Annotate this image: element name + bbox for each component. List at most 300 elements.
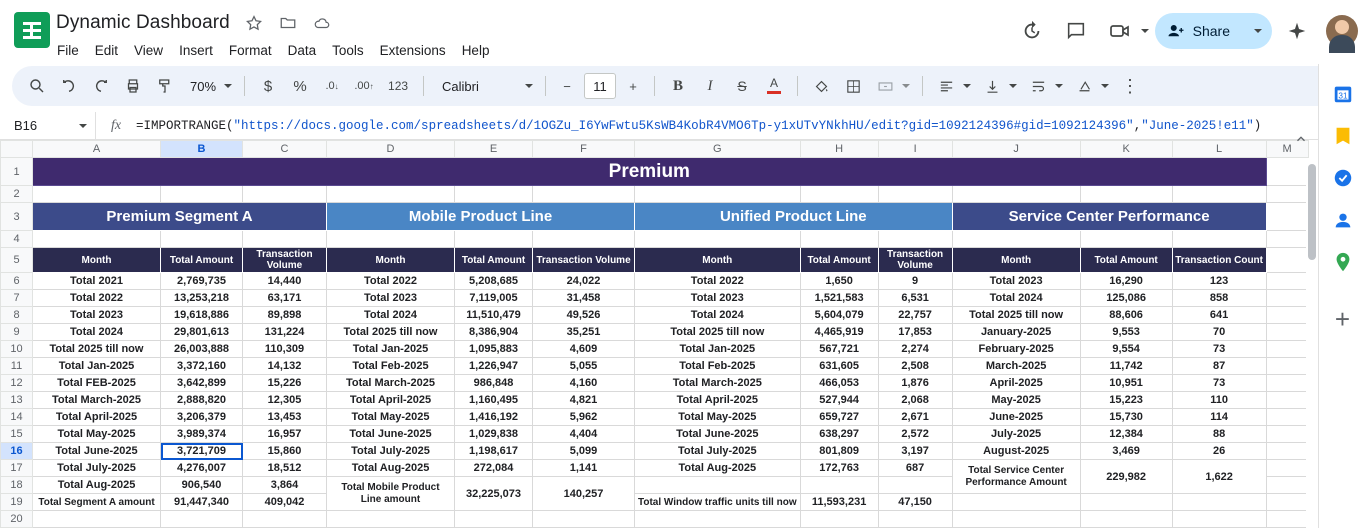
- row-header-17[interactable]: 17: [1, 460, 33, 477]
- cell-m6[interactable]: [1266, 273, 1308, 290]
- cell-b11[interactable]: 3,372,160: [161, 358, 243, 375]
- keep-notes-icon[interactable]: [1329, 122, 1357, 150]
- more-formats-button[interactable]: 123: [388, 79, 409, 93]
- cell-i4[interactable]: [878, 231, 952, 248]
- menu-help[interactable]: Help: [461, 43, 490, 58]
- cell-f4[interactable]: [533, 231, 635, 248]
- merge-cells-icon[interactable]: [870, 71, 900, 101]
- row-header-18[interactable]: 18: [1, 477, 33, 494]
- menu-edit[interactable]: Edit: [94, 43, 119, 58]
- scrollbar-thumb[interactable]: [1308, 164, 1316, 260]
- cell-j17-total-service[interactable]: Total Service Center Performance Amount: [952, 460, 1080, 494]
- cell-i12[interactable]: 1,876: [878, 375, 952, 392]
- cell-j8[interactable]: Total 2025 till now: [952, 307, 1080, 324]
- cell-m3[interactable]: [1266, 203, 1308, 231]
- cell-l16[interactable]: 26: [1172, 443, 1266, 460]
- cell-b7[interactable]: 13,253,218: [161, 290, 243, 307]
- cell-g9[interactable]: Total 2025 till now: [635, 324, 801, 341]
- cell-g13[interactable]: Total April-2025: [635, 392, 801, 409]
- cell-f15[interactable]: 4,404: [533, 426, 635, 443]
- cell-e12[interactable]: 986,848: [455, 375, 533, 392]
- meet-icon[interactable]: [1101, 12, 1139, 50]
- row-header-13[interactable]: 13: [1, 392, 33, 409]
- cell-f2[interactable]: [533, 186, 635, 203]
- cell-d15[interactable]: Total June-2025: [327, 426, 455, 443]
- cell-f10[interactable]: 4,609: [533, 341, 635, 358]
- cell-e13[interactable]: 1,160,495: [455, 392, 533, 409]
- cell-f20[interactable]: [533, 511, 635, 528]
- cell-a12[interactable]: Total FEB-2025: [33, 375, 161, 392]
- cell-h7[interactable]: 1,521,583: [800, 290, 878, 307]
- cell-e4[interactable]: [455, 231, 533, 248]
- font-family-selector[interactable]: [432, 72, 537, 100]
- cell-j4[interactable]: [952, 231, 1080, 248]
- cell-g14[interactable]: Total May-2025: [635, 409, 801, 426]
- column-header-g[interactable]: G: [635, 141, 801, 158]
- maps-icon[interactable]: [1329, 248, 1357, 276]
- gemini-spark-icon[interactable]: [1278, 12, 1316, 50]
- print-icon[interactable]: [118, 71, 148, 101]
- cell-b19-total-segment-a-amount[interactable]: 91,447,340: [161, 494, 243, 511]
- cell-a11[interactable]: Total Jan-2025: [33, 358, 161, 375]
- cell-k8[interactable]: 88,606: [1080, 307, 1172, 324]
- cell-c15[interactable]: 16,957: [243, 426, 327, 443]
- cell-m11[interactable]: [1266, 358, 1308, 375]
- cell-k16[interactable]: 3,469: [1080, 443, 1172, 460]
- cell-i11[interactable]: 2,508: [878, 358, 952, 375]
- cell-c8[interactable]: 89,898: [243, 307, 327, 324]
- cell-g12[interactable]: Total March-2025: [635, 375, 801, 392]
- cell-b17[interactable]: 4,276,007: [161, 460, 243, 477]
- menu-data[interactable]: Data: [287, 43, 317, 58]
- row-header-14[interactable]: 14: [1, 409, 33, 426]
- cell-d2[interactable]: [327, 186, 455, 203]
- cell-j13[interactable]: May-2025: [952, 392, 1080, 409]
- cell-l11[interactable]: 87: [1172, 358, 1266, 375]
- cell-k20[interactable]: [1080, 511, 1172, 528]
- cell-i6[interactable]: 9: [878, 273, 952, 290]
- cell-k6[interactable]: 16,290: [1080, 273, 1172, 290]
- cell-d17[interactable]: Total Aug-2025: [327, 460, 455, 477]
- cell-g6[interactable]: Total 2022: [635, 273, 801, 290]
- cell-b12[interactable]: 3,642,899: [161, 375, 243, 392]
- cell-i14[interactable]: 2,671: [878, 409, 952, 426]
- cell-m9[interactable]: [1266, 324, 1308, 341]
- google-sheets-logo[interactable]: [14, 12, 50, 48]
- cell-g16[interactable]: Total July-2025: [635, 443, 801, 460]
- merge-chevron-down-icon[interactable]: [902, 84, 910, 88]
- cell-c11[interactable]: 14,132: [243, 358, 327, 375]
- cell-a2[interactable]: [33, 186, 161, 203]
- fill-color-icon[interactable]: [806, 71, 836, 101]
- cell-j12[interactable]: April-2025: [952, 375, 1080, 392]
- cell-a16[interactable]: Total June-2025: [33, 443, 161, 460]
- row-header-12[interactable]: 12: [1, 375, 33, 392]
- cell-b13[interactable]: 2,888,820: [161, 392, 243, 409]
- cell-j6[interactable]: Total 2023: [952, 273, 1080, 290]
- cell-l10[interactable]: 73: [1172, 341, 1266, 358]
- cell-d7[interactable]: Total 2023: [327, 290, 455, 307]
- cell-g4[interactable]: [635, 231, 801, 248]
- cell-c10[interactable]: 110,309: [243, 341, 327, 358]
- cell-f14[interactable]: 5,962: [533, 409, 635, 426]
- menu-view[interactable]: View: [134, 43, 164, 58]
- cell-l7[interactable]: 858: [1172, 290, 1266, 307]
- cell-m10[interactable]: [1266, 341, 1308, 358]
- cell-i8[interactable]: 22,757: [878, 307, 952, 324]
- vertical-scrollbar[interactable]: [1306, 158, 1318, 528]
- star-icon[interactable]: [244, 13, 264, 33]
- cell-h17[interactable]: 172,763: [800, 460, 878, 477]
- cell-e16[interactable]: 1,198,617: [455, 443, 533, 460]
- column-header-i[interactable]: I: [878, 141, 952, 158]
- cell-k12[interactable]: 10,951: [1080, 375, 1172, 392]
- cell-d9[interactable]: Total 2025 till now: [327, 324, 455, 341]
- cell-c7[interactable]: 63,171: [243, 290, 327, 307]
- cell-g8[interactable]: Total 2024: [635, 307, 801, 324]
- cell-d12[interactable]: Total March-2025: [327, 375, 455, 392]
- cell-l9[interactable]: 70: [1172, 324, 1266, 341]
- cell-k10[interactable]: 9,554: [1080, 341, 1172, 358]
- row-header-1[interactable]: 1: [1, 158, 33, 186]
- cell-f18-total-mobile-volume[interactable]: 140,257: [533, 477, 635, 511]
- cell-f9[interactable]: 35,251: [533, 324, 635, 341]
- cell-c9[interactable]: 131,224: [243, 324, 327, 341]
- cell-l13[interactable]: 110: [1172, 392, 1266, 409]
- cell-f11[interactable]: 5,055: [533, 358, 635, 375]
- cell-a15[interactable]: Total May-2025: [33, 426, 161, 443]
- cell-b8[interactable]: 19,618,886: [161, 307, 243, 324]
- column-header-j[interactable]: J: [952, 141, 1080, 158]
- menu-extensions[interactable]: Extensions: [379, 43, 446, 58]
- row-header-19[interactable]: 19: [1, 494, 33, 511]
- cell-f12[interactable]: 4,160: [533, 375, 635, 392]
- cell-l14[interactable]: 114: [1172, 409, 1266, 426]
- menu-insert[interactable]: Insert: [179, 43, 213, 58]
- cell-c18[interactable]: 3,864: [243, 477, 327, 494]
- cell-m20[interactable]: [1266, 511, 1308, 528]
- text-wrap-icon[interactable]: [1023, 71, 1053, 101]
- cell-k13[interactable]: 15,223: [1080, 392, 1172, 409]
- row-header-7[interactable]: 7: [1, 290, 33, 307]
- cell-k9[interactable]: 9,553: [1080, 324, 1172, 341]
- cell-g19-total-window[interactable]: Total Window traffic units till now: [635, 494, 801, 511]
- cell-b16-selected[interactable]: 3,721,709: [161, 443, 243, 460]
- cell-c6[interactable]: 14,440: [243, 273, 327, 290]
- cell-a14[interactable]: Total April-2025: [33, 409, 161, 426]
- cell-d13[interactable]: Total April-2025: [327, 392, 455, 409]
- cell-k7[interactable]: 125,086: [1080, 290, 1172, 307]
- cell-g2[interactable]: [635, 186, 801, 203]
- cell-j7[interactable]: Total 2024: [952, 290, 1080, 307]
- cell-m15[interactable]: [1266, 426, 1308, 443]
- column-header-a[interactable]: A: [33, 141, 161, 158]
- cell-l8[interactable]: 641: [1172, 307, 1266, 324]
- move-to-folder-icon[interactable]: [278, 13, 298, 33]
- cell-e15[interactable]: 1,029,838: [455, 426, 533, 443]
- cell-a19-total-segment-a[interactable]: Total Segment A amount: [33, 494, 161, 511]
- cell-g20[interactable]: [635, 511, 801, 528]
- cell-b18[interactable]: 906,540: [161, 477, 243, 494]
- select-all-corner[interactable]: [1, 141, 33, 158]
- cell-d20[interactable]: [327, 511, 455, 528]
- cell-a8[interactable]: Total 2023: [33, 307, 161, 324]
- currency-icon[interactable]: $: [263, 77, 273, 95]
- column-header-c[interactable]: C: [243, 141, 327, 158]
- row-header-10[interactable]: 10: [1, 341, 33, 358]
- cell-e18-total-mobile-amount[interactable]: 32,225,073: [455, 477, 533, 511]
- name-box[interactable]: [0, 112, 96, 139]
- cell-m8[interactable]: [1266, 307, 1308, 324]
- cell-d4[interactable]: [327, 231, 455, 248]
- row-header-11[interactable]: 11: [1, 358, 33, 375]
- cell-h6[interactable]: 1,650: [800, 273, 878, 290]
- cell-a17[interactable]: Total July-2025: [33, 460, 161, 477]
- cell-h18[interactable]: [800, 477, 878, 494]
- cell-a13[interactable]: Total March-2025: [33, 392, 161, 409]
- cell-c12[interactable]: 15,226: [243, 375, 327, 392]
- cell-g11[interactable]: Total Feb-2025: [635, 358, 801, 375]
- cell-h2[interactable]: [800, 186, 878, 203]
- cell-i19-total-window-volume[interactable]: 47,150: [878, 494, 952, 511]
- cell-l4[interactable]: [1172, 231, 1266, 248]
- cell-i15[interactable]: 2,572: [878, 426, 952, 443]
- cell-h15[interactable]: 638,297: [800, 426, 878, 443]
- cell-d16[interactable]: Total July-2025: [327, 443, 455, 460]
- row-header-20[interactable]: 20: [1, 511, 33, 528]
- cell-e9[interactable]: 8,386,904: [455, 324, 533, 341]
- cell-l19[interactable]: [1172, 494, 1266, 511]
- cell-c13[interactable]: 12,305: [243, 392, 327, 409]
- cell-g17[interactable]: Total Aug-2025: [635, 460, 801, 477]
- cell-h8[interactable]: 5,604,079: [800, 307, 878, 324]
- row-header-15[interactable]: 15: [1, 426, 33, 443]
- formula-input[interactable]: [136, 112, 1366, 139]
- cell-c19-total-segment-a-volume[interactable]: 409,042: [243, 494, 327, 511]
- cell-d14[interactable]: Total May-2025: [327, 409, 455, 426]
- cell-k19[interactable]: [1080, 494, 1172, 511]
- decrease-decimal-icon[interactable]: .0 ↓: [325, 80, 339, 92]
- cell-i17[interactable]: 687: [878, 460, 952, 477]
- column-header-d[interactable]: D: [327, 141, 455, 158]
- text-color-button[interactable]: A: [759, 71, 789, 101]
- cell-i18[interactable]: [878, 477, 952, 494]
- cell-m14[interactable]: [1266, 409, 1308, 426]
- cell-l17-total-service-count[interactable]: 1,622: [1172, 460, 1266, 494]
- document-title[interactable]: Dynamic Dashboard: [56, 12, 230, 33]
- contacts-icon[interactable]: [1329, 206, 1357, 234]
- user-avatar[interactable]: [1326, 15, 1358, 47]
- cell-k15[interactable]: 12,384: [1080, 426, 1172, 443]
- menu-tools[interactable]: Tools: [332, 43, 364, 58]
- more-options-icon[interactable]: ⋮: [1121, 75, 1140, 96]
- redo-icon[interactable]: [86, 71, 116, 101]
- cell-a4[interactable]: [33, 231, 161, 248]
- horizontal-align-icon[interactable]: [931, 71, 961, 101]
- column-header-b[interactable]: B: [161, 141, 243, 158]
- cell-f8[interactable]: 49,526: [533, 307, 635, 324]
- cell-h14[interactable]: 659,727: [800, 409, 878, 426]
- cell-k14[interactable]: 15,730: [1080, 409, 1172, 426]
- column-header-m[interactable]: M: [1266, 141, 1308, 158]
- cell-a10[interactable]: Total 2025 till now: [33, 341, 161, 358]
- row-header-2[interactable]: 2: [1, 186, 33, 203]
- cell-m12[interactable]: [1266, 375, 1308, 392]
- cell-h20[interactable]: [800, 511, 878, 528]
- row-header-16[interactable]: 16: [1, 443, 33, 460]
- cell-m19[interactable]: [1266, 494, 1308, 511]
- cell-f7[interactable]: 31,458: [533, 290, 635, 307]
- cell-e6[interactable]: 5,208,685: [455, 273, 533, 290]
- cell-j9[interactable]: January-2025: [952, 324, 1080, 341]
- menu-file[interactable]: File: [57, 43, 79, 58]
- cell-d10[interactable]: Total Jan-2025: [327, 341, 455, 358]
- cell-c4[interactable]: [243, 231, 327, 248]
- cell-c2[interactable]: [243, 186, 327, 203]
- cell-j2[interactable]: [952, 186, 1080, 203]
- cell-b6[interactable]: 2,769,735: [161, 273, 243, 290]
- cell-j15[interactable]: July-2025: [952, 426, 1080, 443]
- borders-icon[interactable]: [838, 71, 868, 101]
- search-icon[interactable]: [22, 71, 52, 101]
- cell-h4[interactable]: [800, 231, 878, 248]
- cell-e17[interactable]: 272,084: [455, 460, 533, 477]
- cell-m17[interactable]: [1266, 460, 1308, 477]
- text-rotation-icon[interactable]: [1069, 71, 1099, 101]
- valign-chevron-down-icon[interactable]: [1009, 84, 1017, 88]
- cell-m16[interactable]: [1266, 443, 1308, 460]
- cell-c20[interactable]: [243, 511, 327, 528]
- cell-b14[interactable]: 3,206,379: [161, 409, 243, 426]
- cell-e10[interactable]: 1,095,883: [455, 341, 533, 358]
- fx-icon[interactable]: fx: [110, 117, 122, 133]
- cell-l15[interactable]: 88: [1172, 426, 1266, 443]
- cell-j11[interactable]: March-2025: [952, 358, 1080, 375]
- halign-chevron-down-icon[interactable]: [963, 84, 971, 88]
- cell-e14[interactable]: 1,416,192: [455, 409, 533, 426]
- cell-f13[interactable]: 4,821: [533, 392, 635, 409]
- percent-icon[interactable]: %: [293, 77, 307, 95]
- cell-c16[interactable]: 15,860: [243, 443, 327, 460]
- column-header-l[interactable]: L: [1172, 141, 1266, 158]
- cell-i16[interactable]: 3,197: [878, 443, 952, 460]
- column-header-k[interactable]: K: [1080, 141, 1172, 158]
- cell-d18-total-mobile[interactable]: Total Mobile Product Line amount: [327, 477, 455, 511]
- cell-b10[interactable]: 26,003,888: [161, 341, 243, 358]
- row-header-9[interactable]: 9: [1, 324, 33, 341]
- cell-d8[interactable]: Total 2024: [327, 307, 455, 324]
- row-header-3[interactable]: 3: [1, 203, 33, 231]
- cell-i13[interactable]: 2,068: [878, 392, 952, 409]
- increase-font-size-button[interactable]: +: [629, 78, 637, 94]
- cell-h9[interactable]: 4,465,919: [800, 324, 878, 341]
- cell-e20[interactable]: [455, 511, 533, 528]
- cell-e8[interactable]: 11,510,479: [455, 307, 533, 324]
- increase-decimal-icon[interactable]: .00 ↑: [354, 80, 374, 92]
- cell-i7[interactable]: 6,531: [878, 290, 952, 307]
- cell-j19[interactable]: [952, 494, 1080, 511]
- cell-m13[interactable]: [1266, 392, 1308, 409]
- cell-d6[interactable]: Total 2022: [327, 273, 455, 290]
- cell-d11[interactable]: Total Feb-2025: [327, 358, 455, 375]
- column-header-f[interactable]: F: [533, 141, 635, 158]
- cell-i20[interactable]: [878, 511, 952, 528]
- zoom-selector[interactable]: [182, 72, 236, 100]
- cloud-saved-icon[interactable]: [312, 13, 332, 33]
- cell-a7[interactable]: Total 2022: [33, 290, 161, 307]
- cell-a6[interactable]: Total 2021: [33, 273, 161, 290]
- cell-a9[interactable]: Total 2024: [33, 324, 161, 341]
- column-header-h[interactable]: H: [800, 141, 878, 158]
- cell-g15[interactable]: Total June-2025: [635, 426, 801, 443]
- cell-i9[interactable]: 17,853: [878, 324, 952, 341]
- calendar-icon[interactable]: [1329, 80, 1357, 108]
- spreadsheet-grid[interactable]: [0, 140, 1366, 525]
- share-button[interactable]: [1155, 13, 1244, 49]
- row-header-5[interactable]: 5: [1, 248, 33, 273]
- cell-a20[interactable]: [33, 511, 161, 528]
- cell-k4[interactable]: [1080, 231, 1172, 248]
- cell-e7[interactable]: 7,119,005: [455, 290, 533, 307]
- bold-button[interactable]: B: [673, 77, 684, 94]
- vertical-align-icon[interactable]: [977, 71, 1007, 101]
- cell-i10[interactable]: 2,274: [878, 341, 952, 358]
- cell-c17[interactable]: 18,512: [243, 460, 327, 477]
- paint-format-icon[interactable]: [150, 71, 180, 101]
- cell-j14[interactable]: June-2025: [952, 409, 1080, 426]
- cell-h19-total-window-amount[interactable]: 11,593,231: [800, 494, 878, 511]
- cell-b2[interactable]: [161, 186, 243, 203]
- cell-m7[interactable]: [1266, 290, 1308, 307]
- cell-h13[interactable]: 527,944: [800, 392, 878, 409]
- strikethrough-button[interactable]: S: [737, 78, 747, 94]
- cell-k2[interactable]: [1080, 186, 1172, 203]
- wrap-chevron-down-icon[interactable]: [1055, 84, 1063, 88]
- cell-i2[interactable]: [878, 186, 952, 203]
- cell-l12[interactable]: 73: [1172, 375, 1266, 392]
- undo-icon[interactable]: [54, 71, 84, 101]
- row-header-4[interactable]: 4: [1, 231, 33, 248]
- cell-h11[interactable]: 631,605: [800, 358, 878, 375]
- cell-j16[interactable]: August-2025: [952, 443, 1080, 460]
- cell-m2[interactable]: [1266, 186, 1308, 203]
- meet-chevron-down-icon[interactable]: [1141, 29, 1149, 33]
- cell-e11[interactable]: 1,226,947: [455, 358, 533, 375]
- cell-j20[interactable]: [952, 511, 1080, 528]
- cell-b9[interactable]: 29,801,613: [161, 324, 243, 341]
- cell-g7[interactable]: Total 2023: [635, 290, 801, 307]
- cell-e2[interactable]: [455, 186, 533, 203]
- italic-button[interactable]: I: [707, 77, 713, 94]
- cell-h12[interactable]: 466,053: [800, 375, 878, 392]
- cell-a18[interactable]: Total Aug-2025: [33, 477, 161, 494]
- cell-j10[interactable]: February-2025: [952, 341, 1080, 358]
- cell-f17[interactable]: 1,141: [533, 460, 635, 477]
- cell-l20[interactable]: [1172, 511, 1266, 528]
- row-header-6[interactable]: 6: [1, 273, 33, 290]
- menu-format[interactable]: Format: [228, 43, 272, 58]
- font-size-input[interactable]: 11: [584, 73, 616, 99]
- cell-f16[interactable]: 5,099: [533, 443, 635, 460]
- cell-k17-total-service-amount[interactable]: 229,982: [1080, 460, 1172, 494]
- cell-g10[interactable]: Total Jan-2025: [635, 341, 801, 358]
- row-header-8[interactable]: 8: [1, 307, 33, 324]
- decrease-font-size-button[interactable]: −: [563, 78, 571, 94]
- cell-l6[interactable]: 123: [1172, 273, 1266, 290]
- cell-b4[interactable]: [161, 231, 243, 248]
- cell-b15[interactable]: 3,989,374: [161, 426, 243, 443]
- share-dropdown-chevron-icon[interactable]: [1244, 13, 1272, 49]
